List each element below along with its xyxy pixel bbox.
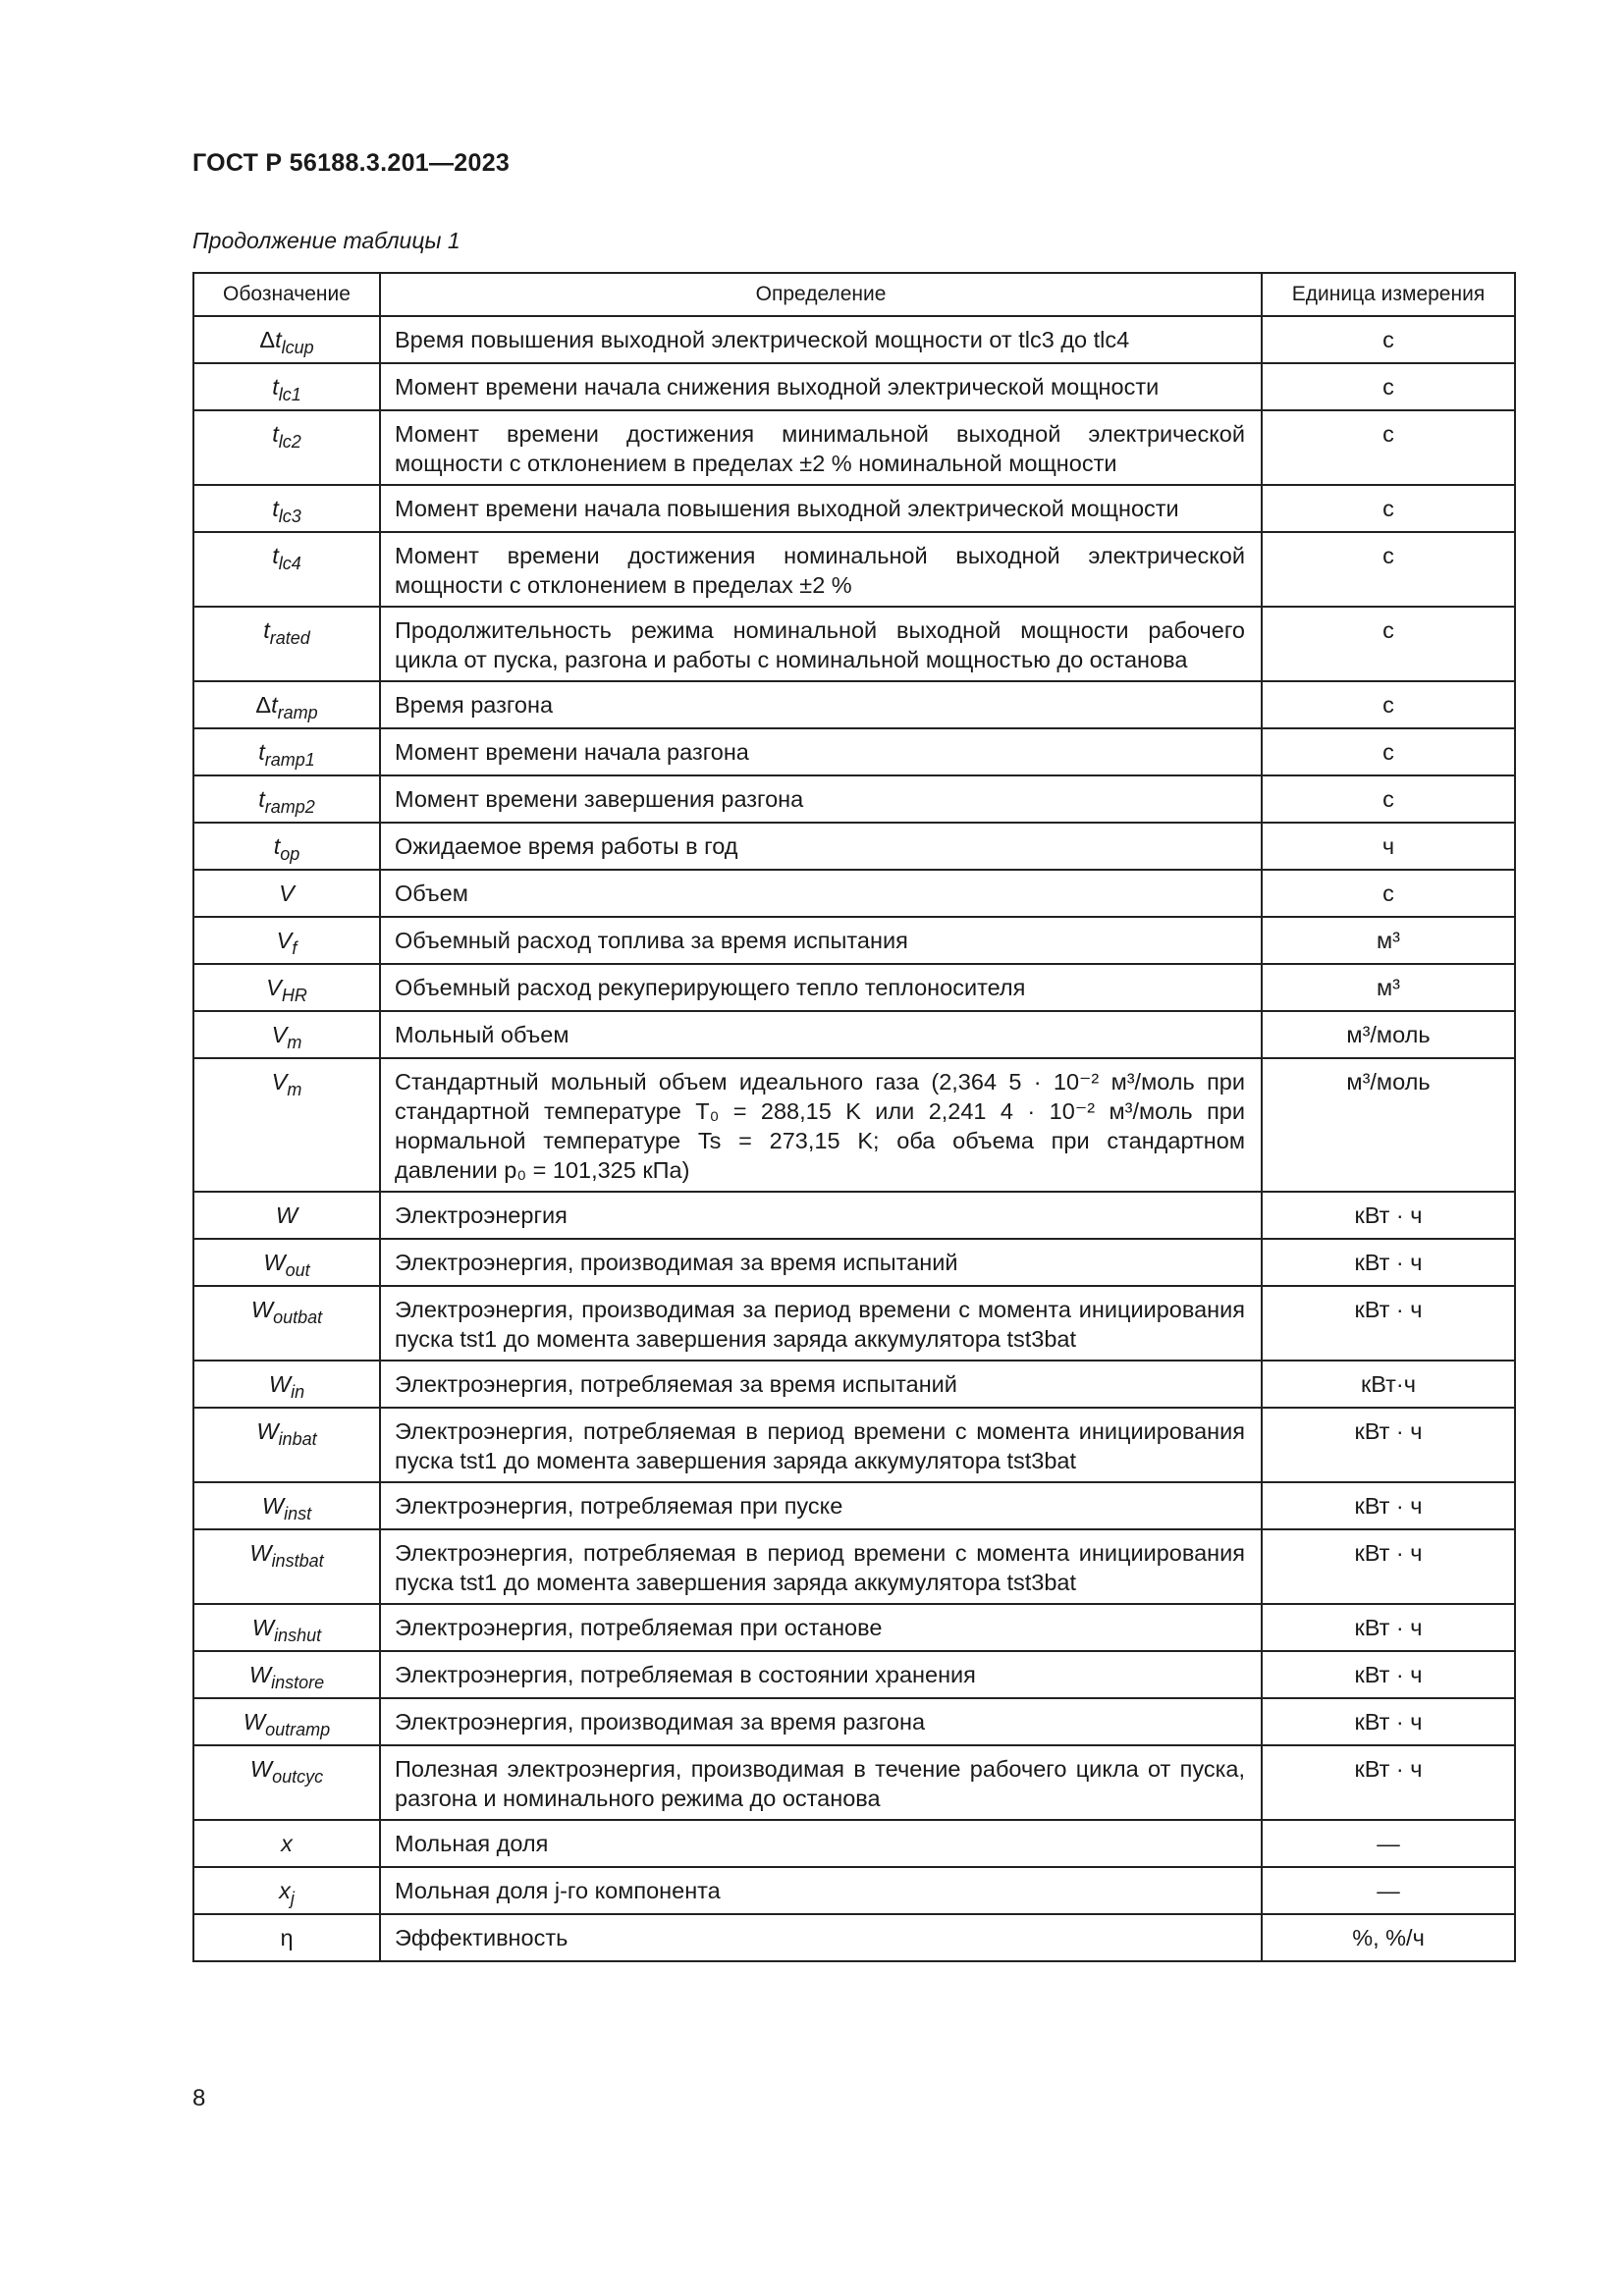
unit-cell: кВт · ч (1262, 1192, 1515, 1239)
symbol-cell (193, 964, 380, 1011)
unit-cell: — (1262, 1820, 1515, 1867)
symbol-subscript: lcup (281, 338, 314, 357)
column-header-unit: Единица измерения (1262, 273, 1515, 316)
definition-cell: Стандартный мольный объем идеального газа (2,364 5 · 10⁻² м³/моль при стандартной температуре T₀ = 288,15 K или 2,241 4 · 10⁻² м³/моль при нормальной температуре Ts = 273,15 K; оба объема при стандартном давлении p₀ = 101,325 кПа) (380, 1058, 1262, 1192)
unit-cell: — (1262, 1867, 1515, 1914)
definition-cell: Электроэнергия, производимая за период времени с момента инициирования пуска tst1 до момента завершения заряда аккумулятора tst3bat (380, 1286, 1262, 1361)
symbol-cell (193, 1286, 380, 1361)
unit-cell: с (1262, 363, 1515, 410)
symbol-cell (193, 607, 380, 681)
definition-cell: Электроэнергия, потребляемая при останове (380, 1604, 1262, 1651)
symbol-subscript: op (280, 844, 300, 864)
table-row (193, 1408, 1515, 1482)
symbol-base: V (279, 881, 295, 906)
column-header-definition: Определение (380, 273, 1262, 316)
symbol-subscript: out (285, 1260, 310, 1280)
table-row (193, 1745, 1515, 1820)
table-row (193, 917, 1515, 964)
table-row (193, 363, 1515, 410)
symbol-cell (193, 1914, 380, 1961)
symbol-subscript: lc3 (278, 507, 301, 526)
symbol-subscript: m (287, 1033, 302, 1052)
symbol-cell (193, 316, 380, 363)
symbol-base: W (261, 1493, 285, 1519)
symbol-base: t (272, 421, 279, 447)
unit-cell: с (1262, 728, 1515, 775)
symbol-base: t (263, 617, 270, 643)
unit-cell: м³ (1262, 964, 1515, 1011)
table-row (193, 1482, 1515, 1529)
table-row (193, 316, 1515, 363)
symbol-cell (193, 917, 380, 964)
definition-cell: Момент времени начала разгона (380, 728, 1262, 775)
unit-cell: с (1262, 410, 1515, 485)
symbol-base: V (271, 1022, 288, 1047)
symbol-base: t (272, 543, 279, 568)
unit-cell: кВт · ч (1262, 1239, 1515, 1286)
symbol-base: V (266, 975, 282, 1000)
symbol-subscript: lc2 (278, 432, 301, 452)
definition-cell: Ожидаемое время работы в год (380, 823, 1262, 870)
symbol-subscript: in (291, 1382, 305, 1402)
table-row (193, 1698, 1515, 1745)
unit-cell: ч (1262, 823, 1515, 870)
unit-cell: кВт · ч (1262, 1408, 1515, 1482)
symbol-cell (193, 1529, 380, 1604)
symbol-cell (193, 1820, 380, 1867)
symbol-cell (193, 1698, 380, 1745)
symbol-base: t (272, 496, 279, 521)
table-row (193, 1239, 1515, 1286)
definition-cell: Электроэнергия, потребляемая при пуске (380, 1482, 1262, 1529)
symbols-table (192, 272, 1516, 1962)
symbol-base: W (251, 1615, 275, 1640)
symbol-base: W (275, 1202, 298, 1228)
symbol-subscript: lc1 (278, 385, 301, 404)
symbol-base: W (249, 1756, 273, 1782)
definition-cell: Объем (380, 870, 1262, 917)
definition-cell: Электроэнергия, потребляемая за время испытаний (380, 1361, 1262, 1408)
symbol-subscript: outcyc (272, 1767, 324, 1787)
symbol-subscript: lc4 (278, 554, 301, 573)
symbol-subscript: ramp (277, 703, 318, 722)
symbol-subscript: instbat (271, 1551, 324, 1571)
table-row (193, 1914, 1515, 1961)
symbol-base: W (250, 1297, 274, 1322)
symbol-base: V (271, 1069, 288, 1095)
symbol-subscript: ramp1 (264, 750, 315, 770)
table-row (193, 532, 1515, 607)
symbol-subscript: instore (271, 1673, 325, 1692)
unit-cell: м³ (1262, 917, 1515, 964)
symbol-base: W (268, 1371, 292, 1397)
symbol-cell (193, 1058, 380, 1192)
definition-cell: Мольная доля j-го компонента (380, 1867, 1262, 1914)
unit-cell: кВт · ч (1262, 1604, 1515, 1651)
symbol-subscript: inbat (278, 1429, 317, 1449)
symbol-cell (193, 1867, 380, 1914)
symbol-cell (193, 1361, 380, 1408)
symbol-subscript: inst (284, 1504, 312, 1523)
table-row (193, 1361, 1515, 1408)
symbol-cell (193, 1192, 380, 1239)
symbol-cell (193, 1408, 380, 1482)
unit-cell: %, %/ч (1262, 1914, 1515, 1961)
table-row (193, 1058, 1515, 1192)
definition-cell: Момент времени начала повышения выходной электрической мощности (380, 485, 1262, 532)
symbol-cell (193, 1745, 380, 1820)
symbol-cell (193, 532, 380, 607)
document-header: ГОСТ Р 56188.3.201—2023 (192, 149, 511, 177)
symbol-base: η (280, 1925, 294, 1950)
table-row (193, 1286, 1515, 1361)
unit-cell: кВт · ч (1262, 1286, 1515, 1361)
table-row (193, 1604, 1515, 1651)
symbol-cell (193, 823, 380, 870)
table-caption: Продолжение таблицы 1 (192, 228, 460, 253)
definition-cell: Электроэнергия, потребляемая в период времени с момента инициирования пуска tst1 до момента завершения заряда аккумулятора tst3bat (380, 1408, 1262, 1482)
unit-cell: с (1262, 316, 1515, 363)
definition-cell: Продолжительность режима номинальной выходной мощности рабочего цикла от пуска, разгона и работы с номинальной мощностью до останова (380, 607, 1262, 681)
symbol-cell (193, 1239, 380, 1286)
table-row (193, 1820, 1515, 1867)
symbol-subscript: j (290, 1889, 295, 1908)
symbol-base: W (256, 1418, 279, 1444)
symbol-prefix: Δ (255, 692, 272, 718)
unit-cell: с (1262, 607, 1515, 681)
symbol-base: W (243, 1709, 266, 1735)
symbol-cell (193, 410, 380, 485)
symbol-cell (193, 1011, 380, 1058)
symbol-base: x (279, 1878, 291, 1903)
unit-cell: с (1262, 775, 1515, 823)
symbol-subscript: m (287, 1080, 302, 1099)
symbol-base: W (249, 1540, 272, 1566)
definition-cell: Электроэнергия, производимая за время разгона (380, 1698, 1262, 1745)
definition-cell: Момент времени начала снижения выходной электрической мощности (380, 363, 1262, 410)
symbol-base: W (263, 1250, 286, 1275)
definition-cell: Полезная электроэнергия, производимая в течение рабочего цикла от пуска, разгона и номинального режима до останова (380, 1745, 1262, 1820)
symbol-subscript: ramp2 (264, 797, 315, 817)
page-number: 8 (192, 2085, 206, 2111)
definition-cell: Электроэнергия, производимая за время испытаний (380, 1239, 1262, 1286)
table-row (193, 410, 1515, 485)
definition-cell: Момент времени достижения минимальной выходной электрической мощности с отклонением в пределах ±2 % номинальной мощности (380, 410, 1262, 485)
symbol-subscript: outbat (273, 1308, 323, 1327)
symbol-cell (193, 485, 380, 532)
table-row (193, 823, 1515, 870)
table-row (193, 1651, 1515, 1698)
symbol-cell (193, 1482, 380, 1529)
unit-cell: кВт · ч (1262, 1745, 1515, 1820)
symbol-base: V (276, 928, 293, 953)
definition-cell: Момент времени завершения разгона (380, 775, 1262, 823)
unit-cell: м³/моль (1262, 1011, 1515, 1058)
definition-cell: Электроэнергия (380, 1192, 1262, 1239)
table-row (193, 607, 1515, 681)
symbol-cell (193, 681, 380, 728)
table-row (193, 964, 1515, 1011)
symbol-base: t (275, 327, 282, 352)
table-row (193, 485, 1515, 532)
symbol-subscript: rated (269, 628, 310, 648)
table-header-row (193, 273, 1515, 316)
definition-cell: Электроэнергия, потребляемая в состоянии хранения (380, 1651, 1262, 1698)
table-row (193, 1867, 1515, 1914)
symbol-base: W (248, 1662, 272, 1687)
unit-cell: кВт · ч (1262, 1482, 1515, 1529)
symbol-base: t (271, 692, 278, 718)
unit-cell: с (1262, 870, 1515, 917)
definition-cell: Объемный расход рекуперирующего тепло теплоносителя (380, 964, 1262, 1011)
definition-cell: Мольный объем (380, 1011, 1262, 1058)
unit-cell: кВт · ч (1262, 1651, 1515, 1698)
unit-cell: кВт · ч (1262, 1529, 1515, 1604)
table-row (193, 681, 1515, 728)
definition-cell: Объемный расход топлива за время испытания (380, 917, 1262, 964)
symbol-cell (193, 870, 380, 917)
definition-cell: Эффективность (380, 1914, 1262, 1961)
unit-cell: кВт · ч (1262, 1698, 1515, 1745)
symbol-subscript: inshut (274, 1626, 322, 1645)
unit-cell: с (1262, 485, 1515, 532)
symbol-cell (193, 1651, 380, 1698)
column-header-symbol: Обозначение (193, 273, 380, 316)
symbol-base: t (272, 374, 279, 400)
unit-cell: м³/моль (1262, 1058, 1515, 1192)
symbol-cell (193, 1604, 380, 1651)
definition-cell: Время разгона (380, 681, 1262, 728)
symbol-base: x (281, 1831, 293, 1856)
unit-cell: с (1262, 532, 1515, 607)
symbol-subscript: outramp (265, 1720, 331, 1739)
symbol-cell (193, 363, 380, 410)
definition-cell: Мольная доля (380, 1820, 1262, 1867)
table-row (193, 775, 1515, 823)
definition-cell: Время повышения выходной электрической мощности от tlc3 до tlc4 (380, 316, 1262, 363)
unit-cell: кВт·ч (1262, 1361, 1515, 1408)
table-row (193, 1192, 1515, 1239)
table-row (193, 1529, 1515, 1604)
table-row (193, 1011, 1515, 1058)
symbol-prefix: Δ (259, 327, 276, 352)
definition-cell: Момент времени достижения номинальной выходной электрической мощности с отклонением в пределах ±2 % (380, 532, 1262, 607)
unit-cell: с (1262, 681, 1515, 728)
symbol-base: t (273, 833, 281, 859)
definition-cell: Электроэнергия, потребляемая в период времени с момента инициирования пуска tst1 до момента завершения заряда аккумулятора tst3bat (380, 1529, 1262, 1604)
table-row (193, 728, 1515, 775)
symbol-cell (193, 728, 380, 775)
symbol-subscript: f (292, 938, 298, 958)
symbol-cell (193, 775, 380, 823)
symbol-base: t (258, 739, 265, 765)
symbol-subscript: HR (281, 986, 307, 1005)
symbol-base: t (258, 786, 265, 812)
table-row (193, 870, 1515, 917)
